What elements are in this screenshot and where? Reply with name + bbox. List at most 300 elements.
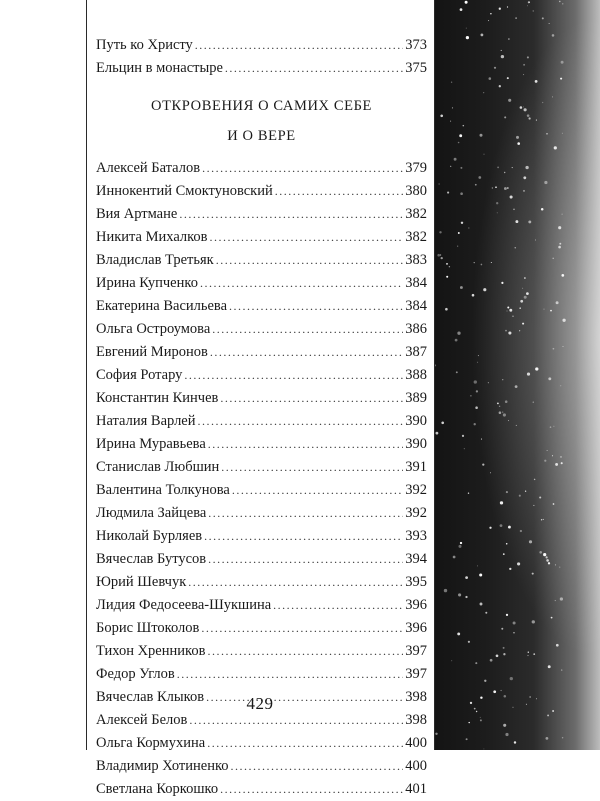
star-dot [459, 134, 462, 137]
toc-dot-leader [212, 318, 403, 341]
toc-entry-page: 398 [405, 712, 427, 728]
toc-dot-leader [195, 34, 403, 57]
toc-dot-leader [177, 663, 404, 686]
star-dot [524, 277, 526, 279]
toc-dot-leader [210, 226, 404, 249]
star-dot [460, 192, 463, 195]
toc-entry-page: 400 [405, 735, 427, 751]
toc-entry-name: Наталия Варлей [96, 413, 196, 429]
star-dot [503, 647, 505, 649]
toc-entry-name: Юрий Шевчук [96, 574, 187, 590]
star-dot [555, 463, 558, 466]
toc-entry-name: Путь ко Христу [96, 37, 193, 53]
star-dot [457, 332, 460, 335]
star-dot [512, 316, 513, 317]
toc-entry[interactable] [96, 364, 427, 387]
star-dot [528, 117, 530, 119]
star-dot [548, 562, 550, 564]
star-dot [555, 600, 556, 601]
star-dot [552, 34, 555, 37]
star-dot [477, 362, 478, 363]
star-dot [468, 228, 469, 229]
star-dot [512, 167, 513, 168]
star-dot [484, 154, 485, 155]
star-dot [563, 346, 564, 347]
toc-entry-name: Владимир Хотиненко [96, 758, 229, 774]
toc-entry-name: Станислав Любшин [96, 459, 220, 475]
toc-entry-page: 387 [405, 344, 427, 360]
star-dot [520, 106, 523, 109]
star-dot [562, 319, 565, 322]
star-dot [444, 589, 447, 592]
star-dot [533, 653, 535, 655]
toc-entry-name: Ельцин в монастыре [96, 60, 223, 76]
toc-entry-name: Тихон Хренников [96, 643, 206, 659]
star-dot [483, 748, 484, 749]
star-dot [558, 246, 561, 249]
star-dot [527, 5, 528, 6]
star-dot [440, 114, 443, 117]
star-dot [547, 450, 548, 451]
star-dot [505, 400, 508, 403]
star-dot [504, 187, 507, 190]
star-dot [528, 1, 530, 3]
table-of-contents [96, 34, 427, 801]
star-dot [517, 142, 520, 145]
star-dot [543, 553, 546, 556]
star-dot [508, 526, 511, 529]
star-dot [497, 166, 499, 168]
star-dot [551, 617, 553, 619]
toc-entry-name: Ирина Купченко [96, 275, 198, 291]
toc-dot-leader [207, 640, 403, 663]
star-dot [479, 573, 482, 576]
star-dot [492, 187, 493, 188]
star-dot [515, 247, 516, 248]
star-dot [556, 644, 559, 647]
star-dot [519, 330, 520, 331]
star-dot [560, 78, 562, 80]
toc-entry-name: Людмила Зайцева [96, 505, 207, 521]
toc-entry-page: 388 [405, 367, 427, 383]
star-dot [472, 294, 475, 297]
star-dot [493, 690, 496, 693]
star-dot [480, 603, 483, 606]
star-dot [475, 184, 477, 186]
page-number: 429 [246, 694, 274, 713]
star-dot [490, 13, 491, 14]
star-dot [559, 1, 561, 3]
star-dot [450, 166, 451, 167]
star-dot [560, 385, 561, 386]
star-dot [457, 246, 458, 247]
star-dot [524, 296, 527, 299]
toc-entry[interactable] [96, 663, 427, 686]
star-dot [496, 654, 499, 657]
toc-entry[interactable] [96, 34, 427, 57]
star-dot [461, 222, 463, 224]
star-dot [439, 183, 440, 184]
toc-entry[interactable] [96, 778, 427, 801]
star-dot [525, 166, 528, 169]
star-dot [470, 702, 472, 704]
star-dot [535, 240, 536, 241]
toc-entry[interactable] [96, 295, 427, 318]
star-dot [463, 125, 465, 127]
star-dot [497, 403, 499, 405]
toc-entry-page: 373 [405, 37, 427, 53]
toc-entry-page: 390 [405, 413, 427, 429]
toc-entry-page: 394 [405, 551, 427, 567]
star-dot [506, 491, 508, 493]
toc-dot-leader [221, 456, 403, 479]
toc-entry-page: 396 [405, 620, 427, 636]
star-dot [474, 708, 476, 710]
star-dot [561, 462, 563, 464]
toc-entry[interactable] [96, 57, 427, 80]
toc-entry[interactable] [96, 180, 427, 203]
star-dot [490, 472, 491, 473]
toc-entry-page: 395 [405, 574, 427, 590]
star-dot [516, 136, 519, 139]
star-dot [505, 330, 507, 332]
toc-entry[interactable] [96, 456, 427, 479]
star-dot [452, 107, 453, 108]
star-dot [465, 576, 468, 579]
star-dot [500, 501, 503, 504]
star-dot [484, 680, 486, 682]
star-dot [523, 106, 524, 107]
star-dot [504, 172, 505, 173]
star-dot [519, 495, 521, 497]
star-dot [439, 231, 441, 233]
star-dot [503, 553, 505, 555]
toc-dot-leader [231, 755, 404, 778]
star-dot [548, 377, 551, 380]
star-dot [524, 108, 527, 111]
star-dot [552, 96, 553, 97]
toc-entry[interactable] [96, 525, 427, 548]
star-dot [508, 420, 509, 421]
star-dot [495, 186, 497, 188]
star-dot [506, 543, 508, 545]
star-dot [501, 55, 504, 58]
toc-dot-leader [220, 778, 403, 801]
toc-entry-name: София Ротару [96, 367, 183, 383]
toc-entry-name: Валентина Толкунова [96, 482, 230, 498]
star-dot [523, 74, 524, 75]
star-dot [526, 704, 527, 705]
star-dot [513, 208, 515, 210]
star-dot [527, 114, 530, 117]
star-dot [480, 696, 482, 698]
star-dot [436, 432, 439, 435]
toc-entry-page: 380 [405, 183, 427, 199]
star-dot [458, 593, 461, 596]
star-dot [515, 220, 518, 223]
star-dot [468, 722, 469, 723]
star-dot [435, 364, 436, 366]
toc-entry-name: Никита Михалков [96, 229, 208, 245]
star-dot [536, 120, 537, 121]
star-dot [561, 669, 562, 670]
toc-entry-name: Федор Углов [96, 666, 175, 682]
star-dot [489, 77, 492, 80]
toc-entry[interactable] [96, 571, 427, 594]
star-dot [509, 568, 511, 570]
toc-entry-page: 389 [405, 390, 427, 406]
star-dot [536, 698, 537, 699]
star-dot [546, 559, 549, 562]
toc-entry-name: Алексей Баталов [96, 160, 201, 176]
toc-entry-page: 382 [405, 206, 427, 222]
star-dot [451, 660, 452, 661]
star-dot [504, 695, 507, 698]
toc-entry[interactable] [96, 548, 427, 571]
toc-entry[interactable] [96, 502, 427, 525]
star-dot [520, 530, 522, 532]
star-dot [475, 662, 477, 664]
star-dot [542, 17, 544, 19]
star-dot [437, 254, 440, 257]
toc-dot-leader [188, 571, 403, 594]
toc-entry[interactable] [96, 755, 427, 778]
star-dot [441, 421, 444, 424]
star-dot [539, 551, 542, 554]
star-dot [532, 620, 535, 623]
star-dot [457, 632, 460, 635]
toc-entry-name: Вия Артмане [96, 206, 178, 222]
star-dot [507, 77, 509, 79]
star-dot [523, 176, 526, 179]
toc-entry[interactable] [96, 203, 427, 226]
star-dot [489, 527, 491, 529]
star-dot [522, 323, 524, 325]
star-dot [562, 3, 563, 4]
toc-entry-name: Вячеслав Клыков [96, 689, 205, 705]
toc-entry-page: 390 [405, 436, 427, 452]
star-dot [449, 266, 450, 267]
star-dot [539, 496, 541, 498]
star-dot [474, 262, 475, 263]
star-dot [462, 435, 464, 437]
star-dot [477, 565, 478, 566]
star-dot [543, 309, 544, 310]
star-dot [502, 412, 503, 413]
star-dot [474, 380, 477, 383]
toc-entry-page: 397 [405, 643, 427, 659]
toc-entry[interactable] [96, 732, 427, 755]
toc-entry[interactable] [96, 433, 427, 456]
star-dot [476, 390, 478, 392]
star-dot [546, 133, 548, 135]
toc-entry[interactable] [96, 341, 427, 364]
star-dot [450, 121, 451, 122]
star-dot [525, 491, 526, 492]
toc-entry-name: Иннокентий Смоктуновский [96, 183, 273, 199]
toc-dot-leader [208, 433, 403, 456]
toc-entry[interactable] [96, 249, 427, 272]
star-dot [535, 367, 538, 370]
star-dot [506, 614, 508, 616]
star-dot [529, 696, 530, 697]
star-dot [478, 176, 481, 179]
star-dot [561, 274, 564, 277]
toc-dot-leader [220, 387, 403, 410]
star-dot [513, 622, 516, 625]
star-dot [465, 596, 467, 598]
star-dot [528, 220, 531, 223]
star-dot [552, 455, 553, 456]
star-dot [552, 710, 554, 712]
toc-entry-page: 375 [405, 60, 427, 76]
toc-entry[interactable] [96, 226, 427, 249]
star-dot [466, 28, 467, 29]
star-dot [520, 300, 523, 303]
star-dot [508, 331, 511, 334]
star-dot [527, 56, 529, 58]
toc-dot-leader [201, 617, 403, 640]
star-dot [503, 413, 506, 416]
star-dot [553, 348, 555, 350]
star-dot [446, 276, 448, 278]
toc-entry-page: 379 [405, 160, 427, 176]
star-dot [526, 292, 529, 295]
toc-dot-leader [184, 364, 403, 387]
star-dot [552, 258, 553, 259]
star-dot [481, 34, 484, 37]
toc-entry-page: 396 [405, 597, 427, 613]
toc-entry[interactable] [96, 387, 427, 410]
star-dot [466, 738, 468, 740]
star-dot [501, 282, 503, 284]
star-dot [475, 406, 478, 409]
star-dot [476, 711, 477, 712]
star-dot [561, 61, 564, 64]
star-dot [556, 301, 559, 304]
star-field [435, 0, 600, 750]
toc-dot-leader [232, 479, 403, 502]
star-dot [460, 8, 463, 11]
star-dot [481, 439, 482, 440]
star-dot [496, 202, 498, 204]
toc-entry-name: Вячеслав Бутусов [96, 551, 207, 567]
toc-entry-name: Лидия Федосеева-Шукшина [96, 597, 272, 613]
star-dot [470, 395, 472, 397]
star-dot [458, 142, 460, 144]
star-dot [513, 632, 514, 633]
star-dot [523, 64, 525, 66]
toc-entry[interactable] [96, 157, 427, 180]
star-dot [453, 556, 456, 559]
toc-entry[interactable] [96, 617, 427, 640]
page-border-left [86, 0, 87, 750]
toc-entry-page: 391 [405, 459, 427, 475]
star-dot [554, 146, 557, 149]
toc-dot-leader [202, 157, 403, 180]
toc-entry-name: Борис Штоколов [96, 620, 200, 636]
toc-entry-page: 384 [405, 275, 427, 291]
star-dot [534, 479, 536, 481]
star-dot [541, 208, 544, 211]
toc-dot-leader [275, 180, 404, 203]
star-dot [517, 562, 520, 565]
star-dot [547, 714, 549, 716]
toc-entry[interactable] [96, 594, 427, 617]
star-dot [527, 655, 528, 656]
star-dot [544, 181, 547, 184]
star-dot [460, 286, 463, 289]
toc-entry-page: 386 [405, 321, 427, 337]
star-dot [560, 597, 563, 600]
toc-entry[interactable] [96, 318, 427, 341]
star-dot [562, 737, 563, 738]
star-dot [466, 36, 469, 39]
star-dot [458, 545, 461, 548]
star-dot [562, 133, 563, 134]
toc-entry-name: Николай Бурляев [96, 528, 203, 544]
star-dot [488, 20, 489, 21]
star-dot [451, 82, 452, 83]
toc-dot-leader [273, 594, 403, 617]
toc-entry[interactable] [96, 410, 427, 433]
star-dot [507, 187, 509, 189]
star-dot [555, 564, 556, 565]
star-dot [548, 665, 551, 668]
toc-entry-name: Ольга Кормухина [96, 735, 206, 751]
toc-entry[interactable] [96, 640, 427, 663]
star-dot [482, 463, 484, 465]
toc-entry-page: 397 [405, 666, 427, 682]
toc-dot-leader [200, 272, 403, 295]
star-dot [483, 288, 486, 291]
toc-entry-page: 392 [405, 482, 427, 498]
star-dot [509, 309, 512, 312]
star-dot [441, 257, 443, 259]
toc-entry-name: Евгений Миронов [96, 344, 208, 360]
toc-entry-page: 392 [405, 505, 427, 521]
star-dot [523, 190, 525, 192]
star-dot [501, 50, 502, 51]
star-dot [550, 310, 552, 312]
toc-entry[interactable] [96, 272, 427, 295]
star-dot [445, 308, 448, 311]
star-dot [465, 1, 468, 4]
star-dot [446, 263, 448, 265]
toc-entry-page: 398 [405, 689, 427, 705]
star-dot [546, 737, 549, 740]
star-dot [458, 232, 460, 234]
star-dot [447, 192, 449, 194]
star-dot [516, 425, 517, 426]
toc-entry[interactable] [96, 479, 427, 502]
star-dot [508, 38, 510, 40]
star-dot [505, 733, 508, 736]
star-dot [500, 524, 503, 527]
star-dot [503, 724, 506, 727]
star-dot [503, 653, 505, 655]
toc-entry-page: 401 [405, 781, 427, 797]
star-dot [507, 6, 508, 7]
star-dot [515, 385, 518, 388]
star-dot [558, 226, 561, 229]
toc-dot-leader [216, 249, 404, 272]
star-dot [468, 493, 469, 494]
star-dot [497, 213, 498, 214]
star-dot [499, 406, 500, 407]
toc-entry-name: Алексей Белов [96, 712, 188, 728]
star-dot [474, 423, 476, 425]
